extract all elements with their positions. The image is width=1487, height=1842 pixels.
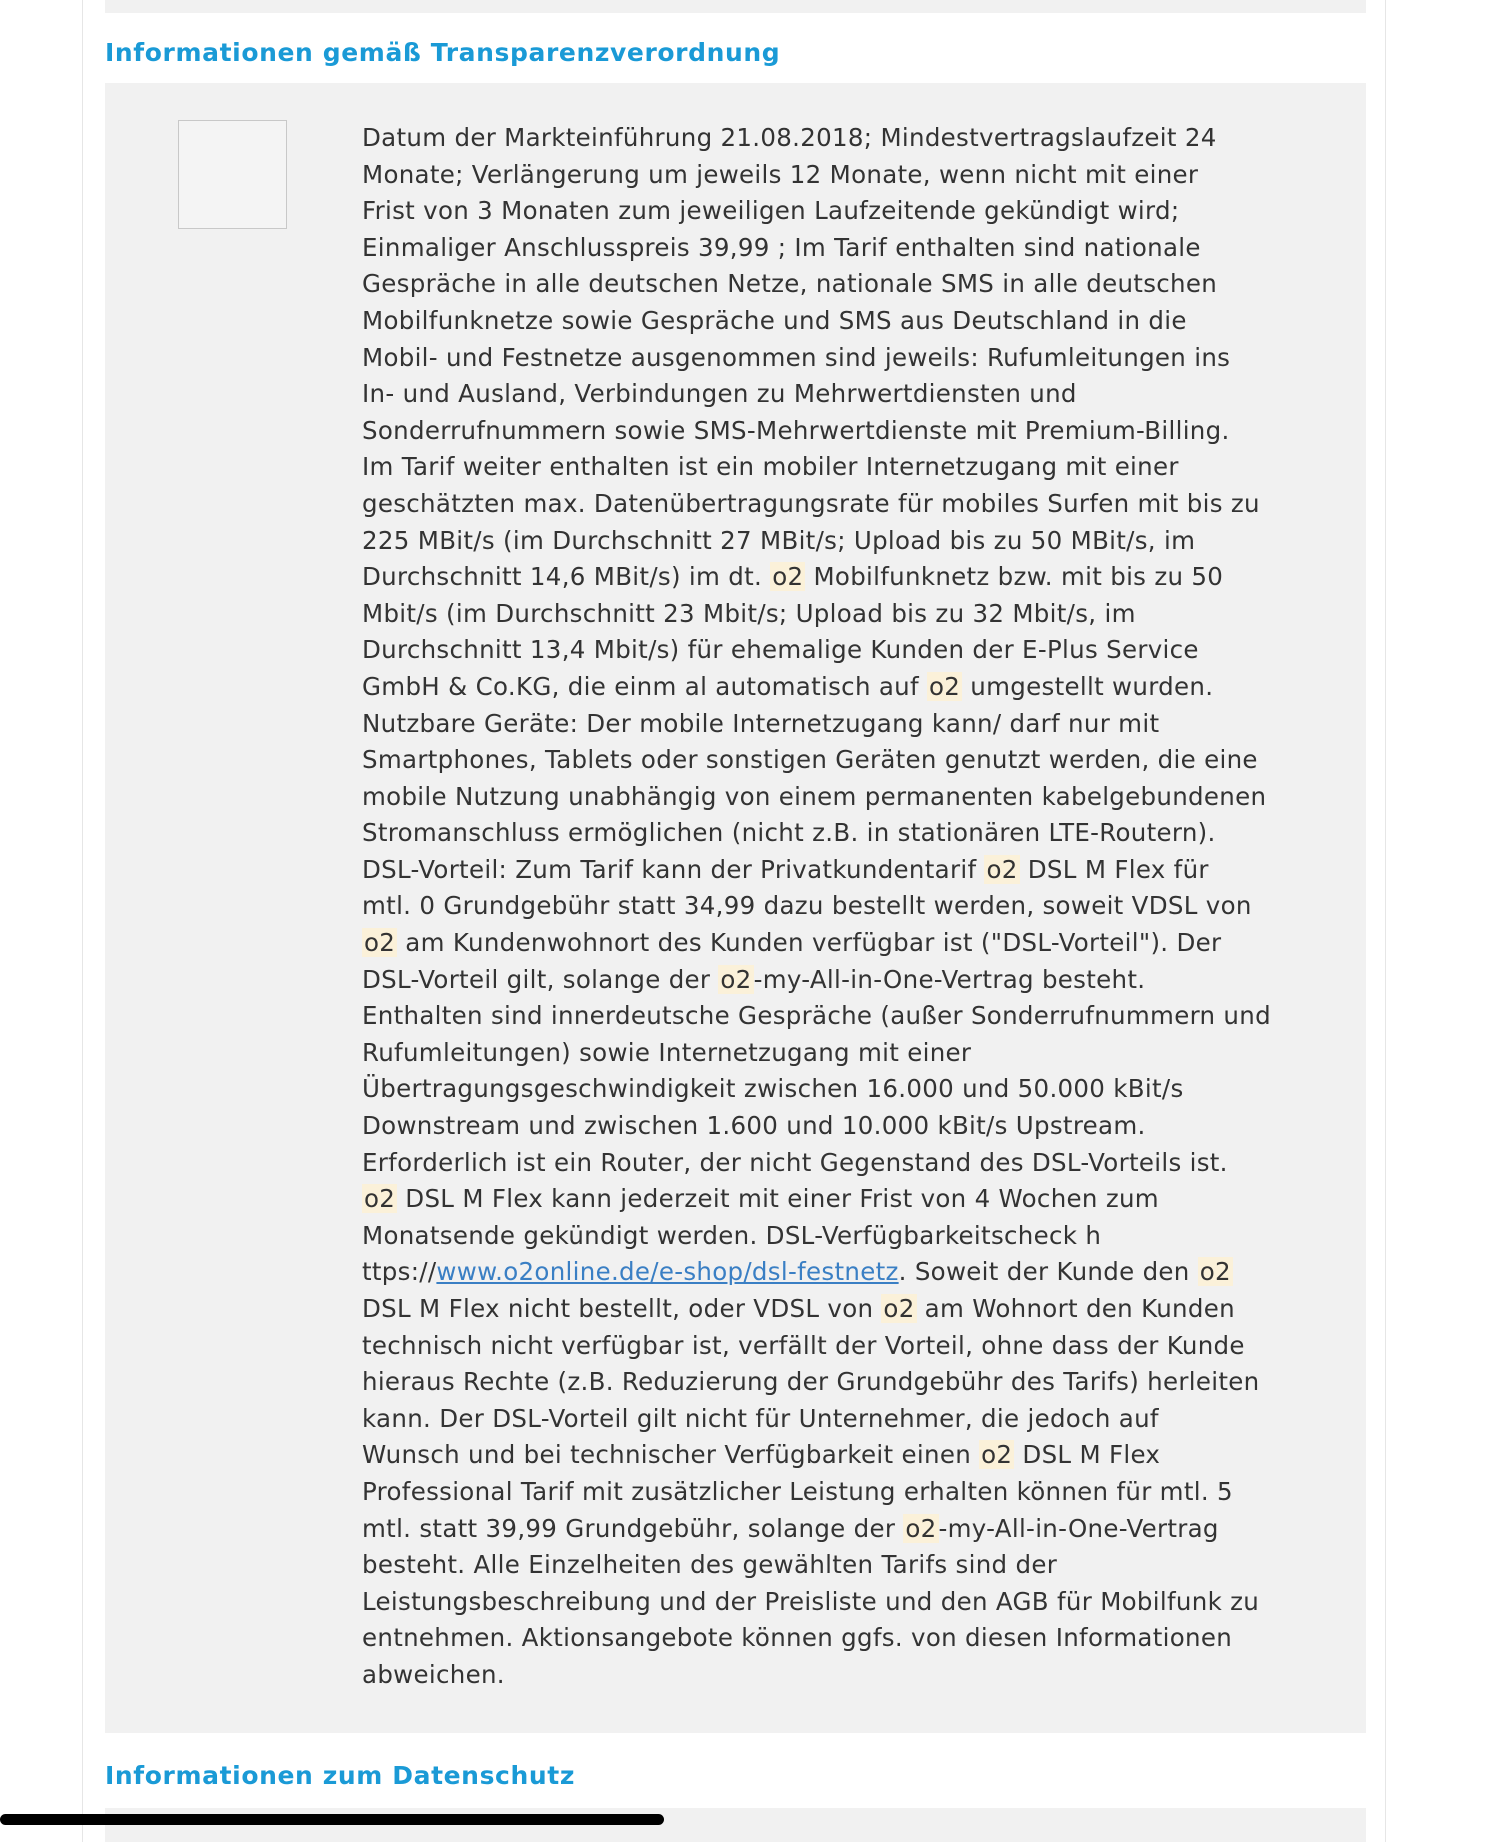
text-segment: Übertragungsgeschwindigkeit zwischen 16.000 und 50.000 kBit/s (362, 1074, 1184, 1104)
text-segment: Mobil- und Festnetze ausgenommen sind jeweils: Rufumleitungen ins (362, 342, 1231, 372)
text-segment: DSL-Vorteil: Zum Tarif kann der Privatkundentarif (362, 854, 985, 884)
o2-highlight: o2 (364, 1184, 396, 1214)
info-text-line (362, 559, 1272, 596)
info-text-line (362, 596, 1272, 633)
text-segment: Stromanschluss ermöglichen (nicht z.B. in stationären LTE-Routern). (362, 818, 1216, 848)
info-text-line (362, 157, 1272, 194)
text-segment: am Wohnort den Kunden (916, 1294, 1235, 1323)
transparency-info-text (362, 120, 1272, 1694)
info-text-line (362, 1328, 1272, 1365)
image-placeholder-icon (178, 120, 287, 229)
o2-highlight: o2 (981, 1440, 1013, 1470)
info-text-line (362, 1657, 1272, 1694)
text-segment: 225 MBit/s (im Durchschnitt 27 MBit/s; Upload bis zu 50 MBit/s, im (362, 525, 1196, 555)
previous-section-panel (105, 0, 1366, 13)
text-segment: Gespräche in alle deutschen Netze, nationale SMS in alle deutschen (362, 269, 1218, 299)
text-segment: -my-All-in-One-Vertrag (938, 1513, 1219, 1543)
text-segment: technisch nicht verfügbar ist, verfällt der Vorteil, ohne dass der Kunde (362, 1330, 1245, 1360)
text-segment: -my-All-in-One-Vertrag besteht. (753, 964, 1146, 994)
dsl-festnetz-link[interactable]: www.o2online.de/e-shop/dsl-festnetz (436, 1257, 899, 1287)
text-segment: Professional Tarif mit zusätzlicher Leistung erhalten können für mtl. 5 (362, 1476, 1233, 1506)
info-text-line (362, 266, 1272, 303)
text-segment: kann. Der DSL-Vorteil gilt nicht für Unternehmer, die jedoch auf (362, 1403, 1159, 1433)
text-segment: mtl. statt 39,99 Grundgebühr, solange der (362, 1513, 904, 1543)
o2-highlight: o2 (772, 562, 804, 592)
text-segment: Frist von 3 Monaten zum jeweiligen Laufzeitende gekündigt wird; (362, 196, 1180, 226)
info-text-line (362, 1547, 1272, 1584)
text-segment: Im Tarif weiter enthalten ist ein mobiler Internetzugang mit einer (362, 452, 1179, 482)
info-text-line (362, 1364, 1272, 1401)
text-segment: Einmaliger Anschlusspreis 39,99 ; Im Tarif enthalten sind nationale (362, 232, 1201, 262)
text-segment: mobile Nutzung unabhängig von einem permanenten kabelgebundenen (362, 781, 1267, 811)
text-segment: DSL M Flex (1014, 1440, 1161, 1470)
info-text-line (362, 1291, 1272, 1328)
info-text-line (362, 706, 1272, 743)
info-text-line (362, 1620, 1272, 1657)
text-segment: Mbit/s (im Durchschnitt 23 Mbit/s; Upload bis zu 32 Mbit/s, im (362, 598, 1136, 628)
text-segment: geschätzten max. Datenübertragungsrate für mobiles Surfen mit bis zu (362, 488, 1260, 518)
info-text-line (362, 962, 1272, 999)
text-segment: Durchschnitt 14,6 MBit/s) im dt. (362, 562, 771, 592)
info-text-line (362, 1218, 1272, 1255)
o2-highlight: o2 (1199, 1257, 1231, 1287)
text-segment: abweichen. (362, 1659, 505, 1689)
o2-highlight: o2 (364, 928, 396, 958)
text-segment: Wunsch und bei technischer Verfügbarkeit einen (362, 1440, 980, 1470)
info-text-line (362, 376, 1272, 413)
text-segment: Smartphones, Tablets oder sonstigen Geräten genutzt werden, die eine (362, 745, 1258, 775)
info-text-line (362, 1401, 1272, 1438)
info-text-line (362, 523, 1272, 560)
text-segment: Datum der Markteinführung 21.08.2018; Mindestvertragslaufzeit 24 (362, 123, 1217, 152)
text-segment: am Kundenwohnort des Kunden verfügbar ist ("DSL-Vorteil"). Der (397, 928, 1222, 958)
text-segment: mtl. 0 Grundgebühr statt 34,99 dazu bestellt werden, soweit VDSL von (362, 891, 1252, 921)
text-segment: GmbH & Co.KG, die einm al automatisch auf (362, 671, 928, 701)
text-segment: Mobilfunknetze sowie Gespräche und SMS aus Deutschland in die (362, 305, 1187, 335)
info-text-line (362, 1108, 1272, 1145)
info-text-line (362, 669, 1272, 706)
info-text-line (362, 888, 1272, 925)
text-segment: umgestellt wurden. (962, 671, 1214, 701)
info-text-line (362, 413, 1272, 450)
transparency-heading: Informationen gemäß Transparenzverordnung (105, 38, 781, 67)
info-text-line (362, 230, 1272, 267)
text-segment: Mobilfunknetz bzw. mit bis zu 50 (805, 562, 1224, 592)
text-segment: DSL M Flex nicht bestellt, oder VDSL von (362, 1294, 882, 1323)
text-segment: besteht. Alle Einzelheiten des gewählten Tarifs sind der (362, 1550, 1058, 1580)
text-segment: hieraus Rechte (z.B. Reduzierung der Grundgebühr des Tarifs) herleiten (362, 1367, 1260, 1397)
home-indicator[interactable] (0, 1814, 664, 1825)
info-text-line (362, 925, 1272, 962)
info-text-line (362, 998, 1272, 1035)
text-segment: Nutzbare Geräte: Der mobile Internetzugang kann/ darf nur mit (362, 708, 1160, 738)
text-segment: Durchschnitt 13,4 Mbit/s) für ehemalige Kunden der E-Plus Service (362, 635, 1199, 665)
info-text-line (362, 1145, 1272, 1182)
info-text-line (362, 852, 1272, 889)
info-text-line (362, 779, 1272, 816)
text-segment: DSL M Flex kann jederzeit mit einer Frist von 4 Wochen zum (397, 1184, 1159, 1214)
info-text-line (362, 1181, 1272, 1218)
info-text-line (362, 1584, 1272, 1621)
o2-highlight: o2 (986, 854, 1018, 884)
text-segment: Enthalten sind innerdeutsche Gespräche (außer Sonderrufnummern und (362, 1001, 1271, 1031)
text-segment: DSL M Flex für (1019, 854, 1209, 884)
text-segment: Monatsende gekündigt werden. DSL-Verfügbarkeitscheck h (362, 1220, 1102, 1250)
text-segment: Monate; Verlängerung um jeweils 12 Monate, wenn nicht mit einer (362, 159, 1199, 189)
info-text-line (362, 1437, 1272, 1474)
info-text-line (362, 193, 1272, 230)
text-segment: Rufumleitungen) sowie Internetzugang mit einer (362, 1037, 972, 1067)
info-text-line (362, 120, 1272, 157)
text-segment: DSL-Vorteil gilt, solange der (362, 964, 719, 994)
text-segment: ttps:// (362, 1257, 437, 1287)
info-text-line (362, 1254, 1272, 1291)
info-text-line (362, 1071, 1272, 1108)
text-segment: . Soweit der Kunde den (898, 1257, 1198, 1287)
info-text-line (362, 1511, 1272, 1548)
info-text-line (362, 1474, 1272, 1511)
info-text-line (362, 815, 1272, 852)
text-segment: entnehmen. Aktionsangebote können ggfs. von diesen Informationen (362, 1623, 1233, 1653)
info-text-line (362, 632, 1272, 669)
info-text-line (362, 1035, 1272, 1072)
info-text-line (362, 303, 1272, 340)
text-segment: Leistungsbeschreibung und der Preisliste und den AGB für Mobilfunk zu (362, 1586, 1260, 1616)
text-segment: In- und Ausland, Verbindungen zu Mehrwertdiensten und (362, 379, 1077, 409)
text-segment: Erforderlich ist ein Router, der nicht Gegenstand des DSL-Vorteils ist. (362, 1147, 1228, 1177)
info-text-line (362, 449, 1272, 486)
datenschutz-heading: Informationen zum Datenschutz (105, 1761, 575, 1790)
info-text-line (362, 340, 1272, 377)
info-text-line (362, 742, 1272, 779)
o2-highlight: o2 (929, 671, 961, 701)
text-segment: Sonderrufnummern sowie SMS-Mehrwertdienste mit Premium-Billing. (362, 415, 1230, 445)
text-segment: Downstream und zwischen 1.600 und 10.000 kBit/s Upstream. (362, 1111, 1146, 1141)
info-text-line (362, 486, 1272, 523)
o2-highlight: o2 (905, 1513, 937, 1543)
o2-highlight: o2 (883, 1294, 915, 1323)
o2-highlight: o2 (720, 964, 752, 994)
